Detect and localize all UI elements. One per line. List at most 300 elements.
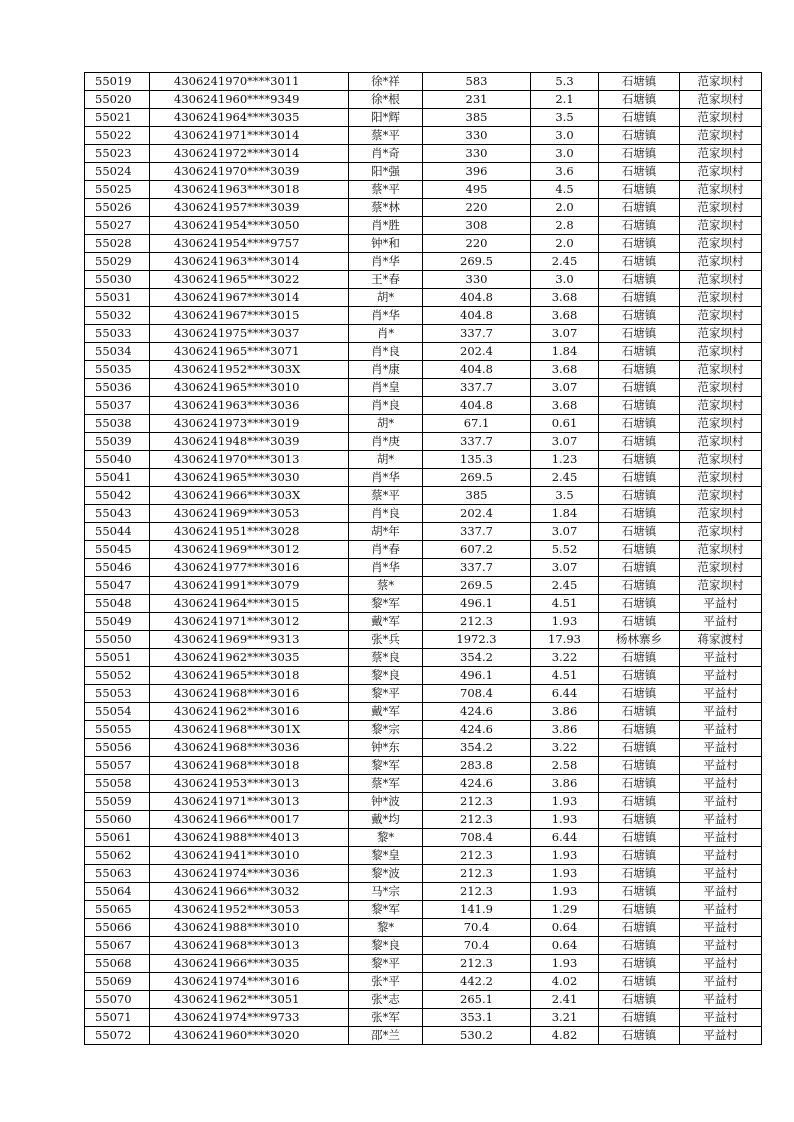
record-id-cell: 55044: [85, 523, 150, 541]
record-id-cell: 55031: [85, 289, 150, 307]
table-row: [85, 847, 762, 865]
township-cell: 石塘镇: [599, 1027, 680, 1045]
id-number-cell: 4306241968****3018: [150, 757, 349, 775]
amount-cell: 530.2: [423, 1027, 531, 1045]
table-row: [85, 181, 762, 199]
table-row: [85, 901, 762, 919]
table-row: [85, 1027, 762, 1045]
id-number-cell: 4306241965****3018: [150, 667, 349, 685]
area-cell: 3.22: [531, 739, 599, 757]
record-id-cell: 55043: [85, 505, 150, 523]
id-number-cell: 4306241988****4013: [150, 829, 349, 847]
name-cell: 肖*庚: [349, 433, 423, 451]
township-cell: 石塘镇: [599, 181, 680, 199]
id-number-cell: 4306241954****9757: [150, 235, 349, 253]
area-cell: 3.68: [531, 289, 599, 307]
amount-cell: 337.7: [423, 523, 531, 541]
record-id-cell: 55032: [85, 307, 150, 325]
township-cell: 石塘镇: [599, 253, 680, 271]
amount-cell: 404.8: [423, 289, 531, 307]
amount-cell: 220: [423, 199, 531, 217]
id-number-cell: 4306241963****3018: [150, 181, 349, 199]
area-cell: 1.93: [531, 865, 599, 883]
table-row: [85, 253, 762, 271]
name-cell: 徐*根: [349, 91, 423, 109]
amount-cell: 404.8: [423, 361, 531, 379]
record-id-cell: 55068: [85, 955, 150, 973]
amount-cell: 404.8: [423, 397, 531, 415]
id-number-cell: 4306241974****9733: [150, 1009, 349, 1027]
name-cell: 王*春: [349, 271, 423, 289]
record-id-cell: 55039: [85, 433, 150, 451]
village-cell: 平益村: [680, 595, 762, 613]
village-cell: 平益村: [680, 793, 762, 811]
amount-cell: 424.6: [423, 703, 531, 721]
name-cell: 黎*宗: [349, 721, 423, 739]
area-cell: 4.51: [531, 667, 599, 685]
id-number-cell: 4306241963****3014: [150, 253, 349, 271]
township-cell: 石塘镇: [599, 199, 680, 217]
name-cell: 蔡*平: [349, 181, 423, 199]
village-cell: 蒋家渡村: [680, 631, 762, 649]
record-id-cell: 55045: [85, 541, 150, 559]
name-cell: 肖*良: [349, 505, 423, 523]
table-row: [85, 307, 762, 325]
township-cell: 石塘镇: [599, 847, 680, 865]
township-cell: 石塘镇: [599, 361, 680, 379]
record-id-cell: 55047: [85, 577, 150, 595]
amount-cell: 337.7: [423, 379, 531, 397]
township-cell: 石塘镇: [599, 919, 680, 937]
name-cell: 徐*祥: [349, 73, 423, 91]
village-cell: 范家坝村: [680, 397, 762, 415]
village-cell: 范家坝村: [680, 307, 762, 325]
name-cell: 黎*军: [349, 757, 423, 775]
record-id-cell: 55029: [85, 253, 150, 271]
table-row: [85, 775, 762, 793]
area-cell: 3.5: [531, 487, 599, 505]
id-number-cell: 4306241941****3010: [150, 847, 349, 865]
table-row: [85, 829, 762, 847]
name-cell: 蔡*: [349, 577, 423, 595]
table-row: [85, 271, 762, 289]
area-cell: 6.44: [531, 829, 599, 847]
village-cell: 平益村: [680, 901, 762, 919]
table-row: [85, 379, 762, 397]
amount-cell: 265.1: [423, 991, 531, 1009]
area-cell: 1.93: [531, 613, 599, 631]
id-number-cell: 4306241968****301X: [150, 721, 349, 739]
area-cell: 0.61: [531, 415, 599, 433]
table-row: [85, 397, 762, 415]
table-row: [85, 739, 762, 757]
village-cell: 范家坝村: [680, 73, 762, 91]
area-cell: 3.22: [531, 649, 599, 667]
name-cell: 黎*平: [349, 955, 423, 973]
name-cell: 肖*胜: [349, 217, 423, 235]
amount-cell: 353.1: [423, 1009, 531, 1027]
id-number-cell: 4306241968****3013: [150, 937, 349, 955]
table-row: [85, 937, 762, 955]
village-cell: 范家坝村: [680, 379, 762, 397]
name-cell: 肖*华: [349, 559, 423, 577]
amount-cell: 220: [423, 235, 531, 253]
id-number-cell: 4306241964****3015: [150, 595, 349, 613]
name-cell: 肖*华: [349, 307, 423, 325]
name-cell: 黎*皇: [349, 847, 423, 865]
amount-cell: 70.4: [423, 919, 531, 937]
amount-cell: 354.2: [423, 739, 531, 757]
id-number-cell: 4306241974****3016: [150, 973, 349, 991]
table-row: [85, 469, 762, 487]
village-cell: 平益村: [680, 1027, 762, 1045]
amount-cell: 496.1: [423, 595, 531, 613]
amount-cell: 424.6: [423, 721, 531, 739]
id-number-cell: 4306241966****3035: [150, 955, 349, 973]
village-cell: 范家坝村: [680, 163, 762, 181]
name-cell: 肖*皇: [349, 379, 423, 397]
table-row: [85, 811, 762, 829]
id-number-cell: 4306241962****3051: [150, 991, 349, 1009]
village-cell: 平益村: [680, 937, 762, 955]
table-row: [85, 955, 762, 973]
table-row: [85, 631, 762, 649]
id-number-cell: 4306241951****3028: [150, 523, 349, 541]
name-cell: 阳*强: [349, 163, 423, 181]
id-number-cell: 4306241988****3010: [150, 919, 349, 937]
amount-cell: 141.9: [423, 901, 531, 919]
village-cell: 平益村: [680, 613, 762, 631]
name-cell: 蔡*林: [349, 199, 423, 217]
name-cell: 肖*良: [349, 343, 423, 361]
amount-cell: 212.3: [423, 883, 531, 901]
table-row: [85, 883, 762, 901]
amount-cell: 330: [423, 145, 531, 163]
area-cell: 2.1: [531, 91, 599, 109]
table-row: [85, 595, 762, 613]
township-cell: 石塘镇: [599, 289, 680, 307]
township-cell: 石塘镇: [599, 991, 680, 1009]
amount-cell: 385: [423, 109, 531, 127]
table-row: [85, 541, 762, 559]
amount-cell: 269.5: [423, 469, 531, 487]
area-cell: 3.86: [531, 775, 599, 793]
township-cell: 石塘镇: [599, 775, 680, 793]
township-cell: 石塘镇: [599, 1009, 680, 1027]
amount-cell: 212.3: [423, 793, 531, 811]
record-id-cell: 55036: [85, 379, 150, 397]
id-number-cell: 4306241952****303X: [150, 361, 349, 379]
id-number-cell: 4306241954****3050: [150, 217, 349, 235]
amount-cell: 385: [423, 487, 531, 505]
id-number-cell: 4306241969****3012: [150, 541, 349, 559]
amount-cell: 202.4: [423, 505, 531, 523]
area-cell: 2.58: [531, 757, 599, 775]
table-row: [85, 415, 762, 433]
table-row: [85, 217, 762, 235]
record-id-cell: 55052: [85, 667, 150, 685]
name-cell: 黎*平: [349, 685, 423, 703]
township-cell: 石塘镇: [599, 757, 680, 775]
area-cell: 1.93: [531, 955, 599, 973]
id-number-cell: 4306241977****3016: [150, 559, 349, 577]
area-cell: 3.68: [531, 397, 599, 415]
id-number-cell: 4306241972****3014: [150, 145, 349, 163]
record-id-cell: 55034: [85, 343, 150, 361]
village-cell: 平益村: [680, 721, 762, 739]
village-cell: 平益村: [680, 739, 762, 757]
area-cell: 2.0: [531, 235, 599, 253]
amount-cell: 607.2: [423, 541, 531, 559]
table-row: [85, 199, 762, 217]
amount-cell: 212.3: [423, 811, 531, 829]
table-row: [85, 145, 762, 163]
area-cell: 3.07: [531, 523, 599, 541]
table-row: [85, 289, 762, 307]
village-cell: 范家坝村: [680, 487, 762, 505]
record-id-cell: 55037: [85, 397, 150, 415]
table-row: [85, 235, 762, 253]
amount-cell: 269.5: [423, 577, 531, 595]
table-row: [85, 757, 762, 775]
amount-cell: 212.3: [423, 847, 531, 865]
village-cell: 平益村: [680, 919, 762, 937]
township-cell: 石塘镇: [599, 271, 680, 289]
village-cell: 范家坝村: [680, 505, 762, 523]
record-id-cell: 55066: [85, 919, 150, 937]
table-row: [85, 91, 762, 109]
name-cell: 马*宗: [349, 883, 423, 901]
table-row: [85, 487, 762, 505]
township-cell: 石塘镇: [599, 649, 680, 667]
area-cell: 2.0: [531, 199, 599, 217]
township-cell: 石塘镇: [599, 613, 680, 631]
name-cell: 张*志: [349, 991, 423, 1009]
amount-cell: 495: [423, 181, 531, 199]
table-row: [85, 613, 762, 631]
amount-cell: 424.6: [423, 775, 531, 793]
amount-cell: 496.1: [423, 667, 531, 685]
township-cell: 石塘镇: [599, 739, 680, 757]
area-cell: 0.64: [531, 919, 599, 937]
id-number-cell: 4306241969****3053: [150, 505, 349, 523]
area-cell: 1.93: [531, 883, 599, 901]
name-cell: 胡*年: [349, 523, 423, 541]
id-number-cell: 4306241968****3036: [150, 739, 349, 757]
record-id-cell: 55053: [85, 685, 150, 703]
amount-cell: 135.3: [423, 451, 531, 469]
record-id-cell: 55046: [85, 559, 150, 577]
area-cell: 5.52: [531, 541, 599, 559]
table-row: [85, 991, 762, 1009]
amount-cell: 708.4: [423, 685, 531, 703]
name-cell: 黎*: [349, 829, 423, 847]
area-cell: 3.07: [531, 433, 599, 451]
area-cell: 5.3: [531, 73, 599, 91]
village-cell: 范家坝村: [680, 253, 762, 271]
name-cell: 戴*军: [349, 613, 423, 631]
record-id-cell: 55040: [85, 451, 150, 469]
township-cell: 石塘镇: [599, 397, 680, 415]
township-cell: 石塘镇: [599, 325, 680, 343]
amount-cell: 212.3: [423, 865, 531, 883]
table-row: [85, 523, 762, 541]
record-id-cell: 55021: [85, 109, 150, 127]
township-cell: 石塘镇: [599, 109, 680, 127]
township-cell: 石塘镇: [599, 703, 680, 721]
record-id-cell: 55026: [85, 199, 150, 217]
record-id-cell: 55023: [85, 145, 150, 163]
table-row: [85, 73, 762, 91]
name-cell: 黎*: [349, 919, 423, 937]
id-number-cell: 4306241967****3015: [150, 307, 349, 325]
area-cell: 1.93: [531, 793, 599, 811]
record-id-cell: 55049: [85, 613, 150, 631]
id-number-cell: 4306241960****3020: [150, 1027, 349, 1045]
area-cell: 2.45: [531, 469, 599, 487]
id-number-cell: 4306241973****3019: [150, 415, 349, 433]
id-number-cell: 4306241965****3022: [150, 271, 349, 289]
area-cell: 1.84: [531, 505, 599, 523]
village-cell: 范家坝村: [680, 541, 762, 559]
township-cell: 石塘镇: [599, 163, 680, 181]
village-cell: 范家坝村: [680, 127, 762, 145]
name-cell: 肖*康: [349, 361, 423, 379]
id-number-cell: 4306241965****3071: [150, 343, 349, 361]
record-id-cell: 55028: [85, 235, 150, 253]
village-cell: 范家坝村: [680, 523, 762, 541]
name-cell: 肖*春: [349, 541, 423, 559]
township-cell: 石塘镇: [599, 73, 680, 91]
id-number-cell: 4306241991****3079: [150, 577, 349, 595]
record-id-cell: 55048: [85, 595, 150, 613]
area-cell: 1.93: [531, 847, 599, 865]
id-number-cell: 4306241970****3011: [150, 73, 349, 91]
id-number-cell: 4306241966****303X: [150, 487, 349, 505]
village-cell: 范家坝村: [680, 361, 762, 379]
amount-cell: 283.8: [423, 757, 531, 775]
village-cell: 平益村: [680, 865, 762, 883]
name-cell: 张*平: [349, 973, 423, 991]
table-row: [85, 505, 762, 523]
table-row: [85, 361, 762, 379]
village-cell: 平益村: [680, 883, 762, 901]
name-cell: 黎*军: [349, 901, 423, 919]
area-cell: 1.84: [531, 343, 599, 361]
township-cell: 石塘镇: [599, 379, 680, 397]
township-cell: 石塘镇: [599, 343, 680, 361]
id-number-cell: 4306241971****3012: [150, 613, 349, 631]
record-id-cell: 55030: [85, 271, 150, 289]
village-cell: 平益村: [680, 703, 762, 721]
name-cell: 钟*波: [349, 793, 423, 811]
amount-cell: 404.8: [423, 307, 531, 325]
area-cell: 4.51: [531, 595, 599, 613]
area-cell: 3.21: [531, 1009, 599, 1027]
area-cell: 0.64: [531, 937, 599, 955]
name-cell: 黎*军: [349, 595, 423, 613]
record-id-cell: 55051: [85, 649, 150, 667]
table-row: [85, 919, 762, 937]
name-cell: 胡*: [349, 289, 423, 307]
area-cell: 4.5: [531, 181, 599, 199]
id-number-cell: 4306241970****3013: [150, 451, 349, 469]
village-cell: 范家坝村: [680, 451, 762, 469]
name-cell: 胡*: [349, 451, 423, 469]
name-cell: 肖*: [349, 325, 423, 343]
record-id-cell: 55060: [85, 811, 150, 829]
township-cell: 石塘镇: [599, 595, 680, 613]
id-number-cell: 4306241957****3039: [150, 199, 349, 217]
name-cell: 邵*兰: [349, 1027, 423, 1045]
amount-cell: 708.4: [423, 829, 531, 847]
area-cell: 3.6: [531, 163, 599, 181]
area-cell: 2.41: [531, 991, 599, 1009]
township-cell: 石塘镇: [599, 685, 680, 703]
records-table: [84, 72, 762, 1045]
id-number-cell: 4306241952****3053: [150, 901, 349, 919]
village-cell: 范家坝村: [680, 325, 762, 343]
village-cell: 平益村: [680, 757, 762, 775]
record-id-cell: 55059: [85, 793, 150, 811]
amount-cell: 354.2: [423, 649, 531, 667]
name-cell: 阳*辉: [349, 109, 423, 127]
document-page: [84, 72, 762, 1045]
table-row: [85, 433, 762, 451]
record-id-cell: 55064: [85, 883, 150, 901]
record-id-cell: 55055: [85, 721, 150, 739]
township-cell: 石塘镇: [599, 793, 680, 811]
area-cell: 3.0: [531, 145, 599, 163]
record-id-cell: 55022: [85, 127, 150, 145]
record-id-cell: 55025: [85, 181, 150, 199]
area-cell: 2.45: [531, 577, 599, 595]
name-cell: 黎*良: [349, 667, 423, 685]
name-cell: 肖*良: [349, 397, 423, 415]
record-id-cell: 55027: [85, 217, 150, 235]
record-id-cell: 55061: [85, 829, 150, 847]
record-id-cell: 55050: [85, 631, 150, 649]
area-cell: 1.93: [531, 811, 599, 829]
village-cell: 范家坝村: [680, 145, 762, 163]
village-cell: 范家坝村: [680, 181, 762, 199]
village-cell: 范家坝村: [680, 289, 762, 307]
record-id-cell: 55054: [85, 703, 150, 721]
village-cell: 平益村: [680, 829, 762, 847]
village-cell: 平益村: [680, 775, 762, 793]
amount-cell: 583: [423, 73, 531, 91]
table-row: [85, 793, 762, 811]
name-cell: 戴*军: [349, 703, 423, 721]
township-cell: 石塘镇: [599, 523, 680, 541]
area-cell: 3.0: [531, 271, 599, 289]
village-cell: 范家坝村: [680, 469, 762, 487]
amount-cell: 330: [423, 127, 531, 145]
table-row: [85, 865, 762, 883]
record-id-cell: 55072: [85, 1027, 150, 1045]
records-table-body: [85, 73, 762, 1045]
amount-cell: 442.2: [423, 973, 531, 991]
name-cell: 蔡*平: [349, 487, 423, 505]
id-number-cell: 4306241965****3010: [150, 379, 349, 397]
township-cell: 石塘镇: [599, 829, 680, 847]
township-cell: 石塘镇: [599, 469, 680, 487]
table-row: [85, 109, 762, 127]
amount-cell: 396: [423, 163, 531, 181]
village-cell: 平益村: [680, 991, 762, 1009]
township-cell: 石塘镇: [599, 541, 680, 559]
village-cell: 范家坝村: [680, 91, 762, 109]
